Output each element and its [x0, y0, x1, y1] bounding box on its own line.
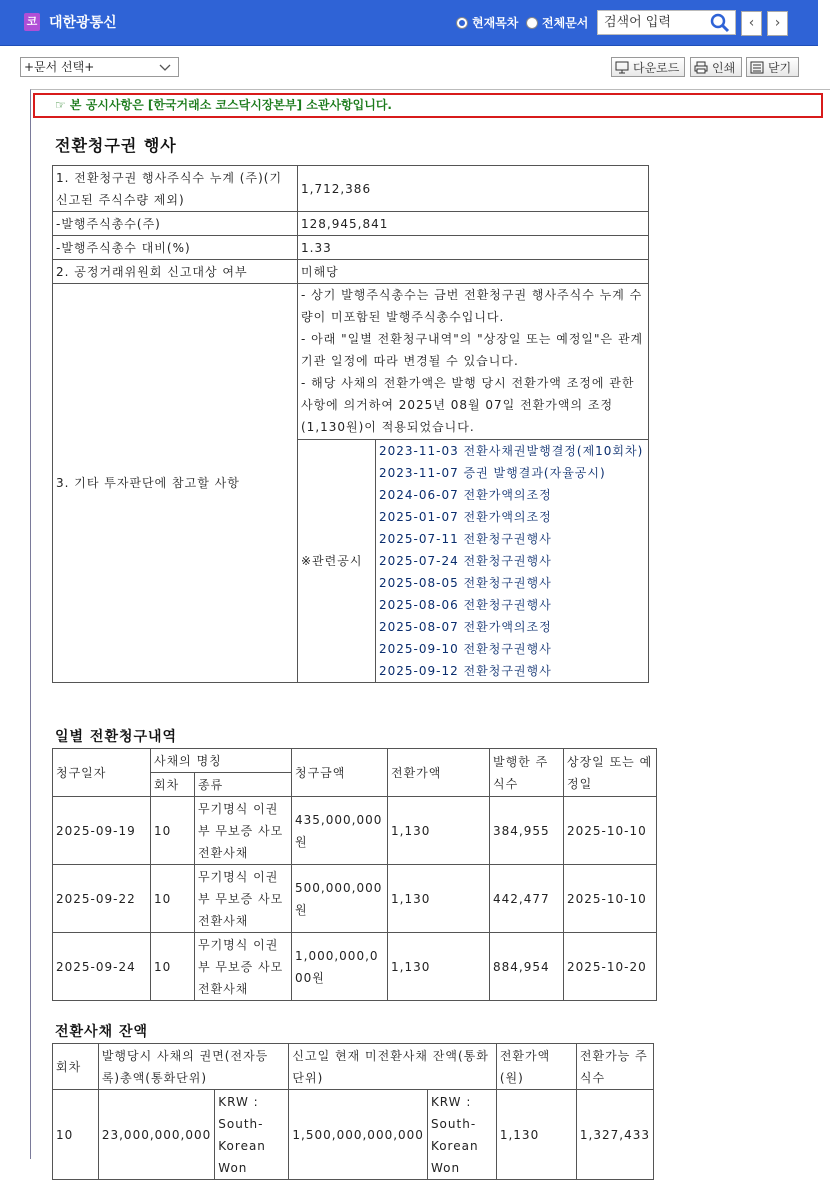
cell-amount: 500,000,000원 — [292, 865, 388, 933]
daily-claims-table — [52, 748, 657, 1001]
row-value: 미해당 — [298, 260, 649, 284]
row-value: 1.33 — [298, 236, 649, 260]
cell-shares: 884,954 — [490, 933, 564, 1001]
cell-issued: 23,000,000,000 — [98, 1090, 214, 1180]
row-label: 1. 전환청구권 행사주식수 누계 (주)(기 신고된 주식수량 제외) — [53, 166, 298, 212]
cell-price: 1,130 — [388, 797, 490, 865]
header-issued: 발행당시 사채의 권면(전자등록)총액(통화단위) — [98, 1044, 289, 1090]
related-link[interactable]: 2025-08-06 전환청구권행사 — [379, 598, 552, 612]
related-link[interactable]: 2025-09-10 전환청구권행사 — [379, 642, 552, 656]
cell-price: 1,130 — [388, 933, 490, 1001]
cell-price: 1,130 — [388, 865, 490, 933]
related-list — [376, 440, 649, 683]
radio-current-toc[interactable]: 현재목차 — [456, 14, 518, 31]
cell-convertible: 1,327,433 — [576, 1090, 653, 1180]
conversion-table — [52, 165, 649, 683]
search-input[interactable] — [598, 11, 708, 34]
cell-listing: 2025-10-20 — [564, 933, 657, 1001]
cell-shares: 442,477 — [490, 865, 564, 933]
table-row — [53, 865, 657, 933]
monitor-icon — [615, 61, 629, 74]
cell-date: 2025-09-22 — [53, 865, 151, 933]
related-label: ※관련공시 — [298, 440, 376, 683]
header-round: 회차 — [151, 773, 195, 797]
search-icon[interactable] — [709, 13, 731, 33]
printer-icon — [694, 61, 708, 74]
row-value: 128,945,841 — [298, 212, 649, 236]
related-link[interactable]: 2023-11-03 전환사채권발행결정(제10회차) — [379, 444, 644, 458]
cell-round: 10 — [53, 1090, 99, 1180]
next-button[interactable]: › — [767, 11, 788, 36]
cell-price: 1,130 — [496, 1090, 576, 1180]
row-label: -발행주식총수(주) — [53, 212, 298, 236]
header-amount: 청구금액 — [292, 749, 388, 797]
header-remaining: 신고일 현재 미전환사채 잔액(통화단위) — [289, 1044, 496, 1090]
section-title-daily: 일별 전환청구내역 — [55, 729, 178, 745]
table-row — [53, 797, 657, 865]
related-link[interactable]: 2023-11-07 증권 발행결과(자율공시) — [379, 466, 606, 480]
cell-round: 10 — [151, 797, 195, 865]
print-button[interactable]: 인쇄 — [690, 57, 742, 77]
cell-issued-currency: KRW : South-Korean Won — [215, 1090, 289, 1180]
cell-remaining: 1,500,000,000,000 — [289, 1090, 428, 1180]
document-viewer — [30, 89, 830, 1175]
header-price: 전환가액(원) — [496, 1044, 576, 1090]
download-button[interactable]: 다운로드 — [611, 57, 685, 77]
row-label: -발행주식총수 대비(%) — [53, 236, 298, 260]
cell-kind: 무기명식 이권부 무보증 사모 전환사채 — [195, 933, 292, 1001]
related-link[interactable]: 2025-07-11 전환청구권행사 — [379, 532, 552, 546]
cell-amount: 1,000,000,000원 — [292, 933, 388, 1001]
notice-banner: ☞ 본 공시사항은 [한국거래소 코스닥시장본부] 소관사항입니다. — [33, 93, 823, 118]
cell-shares: 384,955 — [490, 797, 564, 865]
close-doc-icon — [750, 61, 764, 74]
section-title-conversion: 전환청구권 행사 — [55, 136, 177, 155]
cell-date: 2025-09-19 — [53, 797, 151, 865]
cell-kind: 무기명식 이권부 무보증 사모 전환사채 — [195, 865, 292, 933]
header-date: 청구일자 — [53, 749, 151, 797]
other-info-label: 3. 기타 투자판단에 참고할 사항 — [53, 284, 298, 683]
prev-button[interactable]: ‹ — [741, 11, 762, 36]
row-label: 2. 공정거래위원회 신고대상 여부 — [53, 260, 298, 284]
chevron-down-icon — [160, 62, 170, 72]
close-button[interactable]: 닫기 — [746, 57, 799, 77]
company-name: 대한광통신 — [49, 15, 117, 31]
header-listing: 상장일 또는 예정일 — [564, 749, 657, 797]
header-round: 회차 — [53, 1044, 99, 1090]
section-title-balance: 전환사채 잔액 — [55, 1024, 149, 1040]
cell-remaining-currency: KRW : South-Korean Won — [427, 1090, 496, 1180]
cell-round: 10 — [151, 865, 195, 933]
header-kind: 종류 — [195, 773, 292, 797]
app-logo-icon: 코 — [24, 13, 40, 31]
search-box — [597, 10, 736, 35]
cell-round: 10 — [151, 933, 195, 1001]
cell-amount: 435,000,000원 — [292, 797, 388, 865]
header-shares: 발행한 주식수 — [490, 749, 564, 797]
cell-date: 2025-09-24 — [53, 933, 151, 1001]
table-row — [53, 1090, 654, 1180]
balance-table — [52, 1043, 654, 1180]
related-link[interactable]: 2025-07-24 전환청구권행사 — [379, 554, 552, 568]
table-row — [53, 933, 657, 1001]
header-convertible: 전환가능 주식수 — [576, 1044, 653, 1090]
cell-listing: 2025-10-10 — [564, 797, 657, 865]
doc-select-dropdown[interactable]: +문서 선택+ — [20, 57, 179, 77]
related-link[interactable]: 2025-01-07 전환가액의조정 — [379, 510, 552, 524]
radio-selected-icon — [456, 17, 468, 29]
related-link[interactable]: 2025-09-12 전환청구권행사 — [379, 664, 552, 678]
related-link[interactable]: 2025-08-07 전환가액의조정 — [379, 620, 552, 634]
related-link[interactable]: 2024-06-07 전환가액의조정 — [379, 488, 552, 502]
top-bar — [0, 0, 818, 46]
related-link[interactable]: 2025-08-05 전환청구권행사 — [379, 576, 552, 590]
other-info-text: - 상기 발행주식총수는 금번 전환청구권 행사주식수 누계 수량이 미포함된 발행주식총수입니다. - 아래 "일별 전환청구내역"의 "상장일 또는 예정일"은 관계기관 일정에 따라 변경될 수 있습니다. - 해당 사채의 전환가액은 발행 당시 전환가액 조정에 관한 사항에 의거하여 2025년 08월 07일 전환가액의 조정(1,130원)이 적용되었습니다. — [298, 284, 649, 440]
header-price: 전환가액 — [388, 749, 490, 797]
header-bond-name: 사채의 명칭 — [151, 749, 292, 773]
row-value: 1,712,386 — [298, 166, 649, 212]
cell-listing: 2025-10-10 — [564, 865, 657, 933]
radio-unselected-icon — [526, 17, 538, 29]
cell-kind: 무기명식 이권부 무보증 사모 전환사채 — [195, 797, 292, 865]
radio-all-docs[interactable]: 전체문서 — [526, 14, 588, 31]
